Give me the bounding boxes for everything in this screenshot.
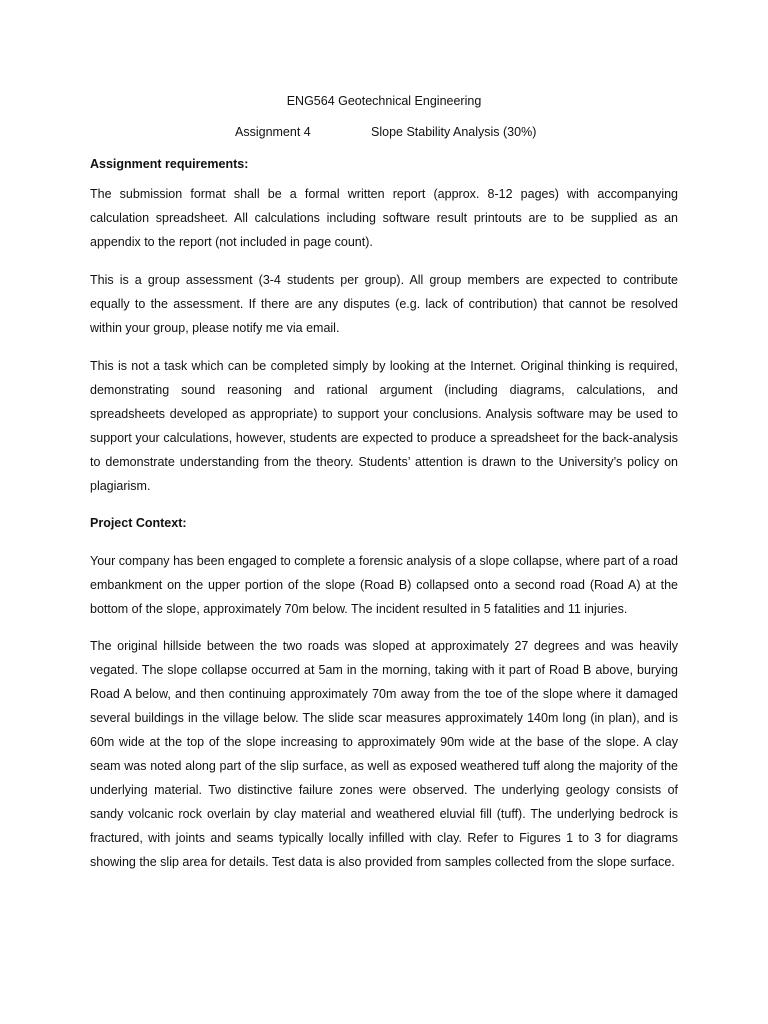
context-paragraph-1: Your company has been engaged to complete a forensic analysis of a slope collapse, where part of a road embankment on the upper portion of the slope (Road B) collapsed onto a second road (Road A) at the bottom of the slope, approximately 70m below. The incident resulted in 5 fatalities and 11 injuries. [90, 554, 678, 616]
assignment-topic: Slope Stability Analysis (30%) [371, 125, 537, 139]
assignment-number: Assignment 4 [235, 125, 311, 139]
requirements-paragraph-1: The submission format shall be a formal written report (approx. 8-12 pages) with accompanying calculation spreadsheet. All calculations including software result printouts are to be supplied as an appendix to the report (not included in page count). [90, 187, 678, 249]
project-context-heading: Project Context: [90, 516, 187, 530]
document-title: ENG564 Geotechnical Engineering [286, 94, 482, 108]
context-paragraph-2: The original hillside between the two roads was sloped at approximately 27 degrees and was heavily vegated. The slope collapse occurred at 5am in the morning, taking with it part of Road B above, burying Road A below, and then continuing approximately 70m away from the toe of the slope where it damaged several buildings in the village below. The slide scar measures approximately 140m long (in plan), and is 60m wide at the top of the slope increasing to approximately 90m wide at the base of the slope. A clay seam was noted along part of the slip surface, as well as exposed weathered tuff along the majority of the underlying material. Two distinctive failure zones were observed. The underlying geology consists of sandy volcanic rock overlain by clay material and weathered eluvial fill (tuff). The underlying bedrock is fractured, with joints and seams typically locally infilled with clay. Refer to Figures 1 to 3 for diagrams showing the slip area for details. Test data is also provided from samples collected from the slope surface. [90, 639, 678, 869]
requirements-paragraph-2: This is a group assessment (3-4 students per group). All group members are expected to contribute equally to the assessment. If there are any disputes (e.g. lack of contribution) that cannot be resolved within your group, please notify me via email. [90, 273, 678, 335]
requirements-paragraph-3: This is not a task which can be completed simply by looking at the Internet. Original thinking is required, demonstrating sound reasoning and rational argument (including diagrams, calculations, and spreadsheets developed as appropriate) to support your conclusions. Analysis software may be used to support your calculations, however, students are expected to produce a spreadsheet for the back-analysis to demonstrate understanding from the theory. Students’ attention is drawn to the University’s policy on plagiarism. [90, 359, 678, 493]
requirements-heading: Assignment requirements: [90, 157, 249, 171]
